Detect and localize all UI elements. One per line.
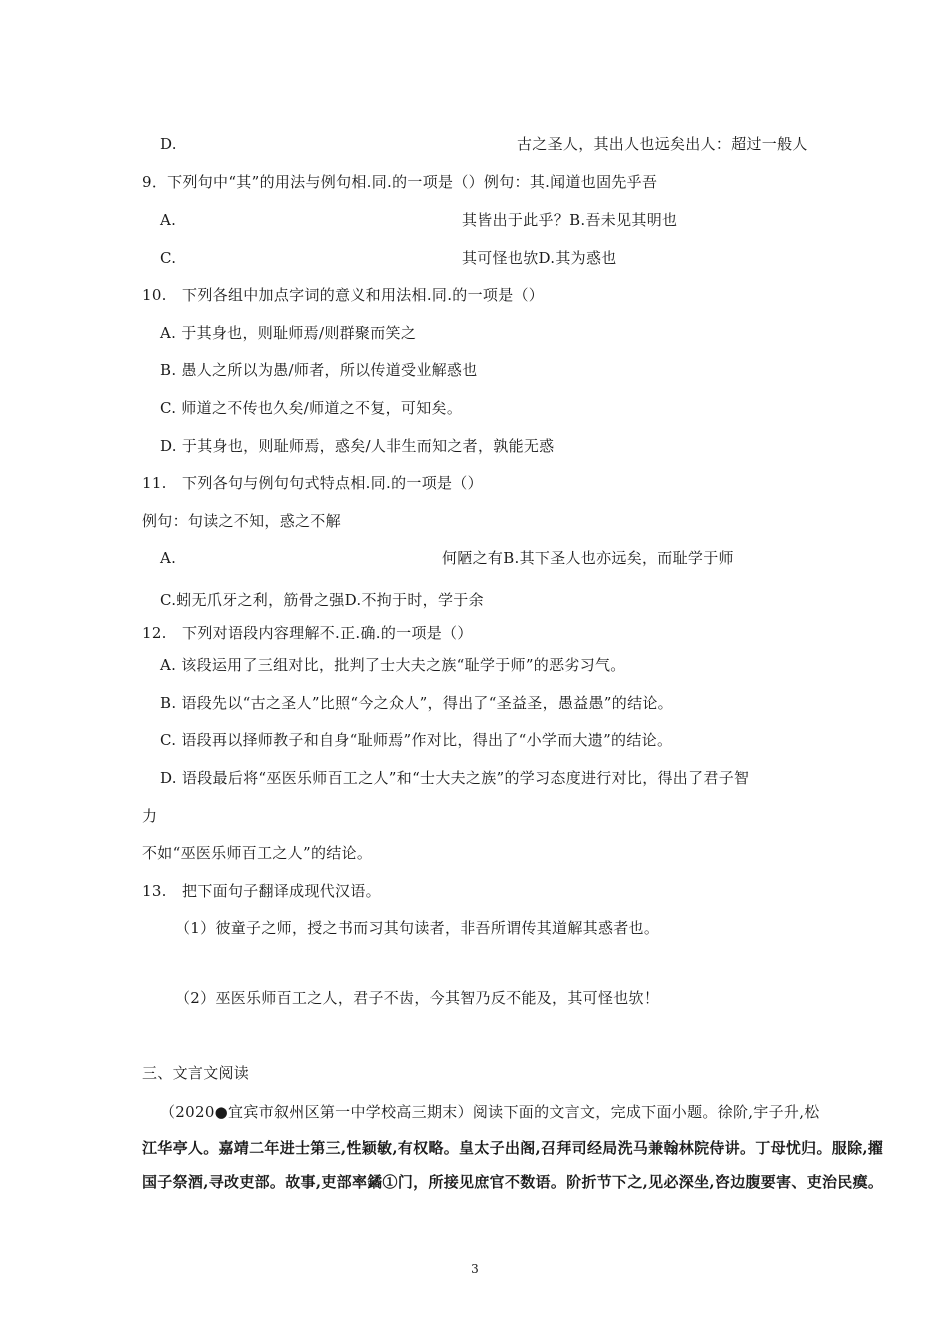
q9-option-c-label: C. (160, 249, 177, 267)
q11-stem: 11. 下列各句与例句句式特点相.同.的一项是（） (142, 474, 483, 492)
q12-stem: 12. 下列对语段内容理解不.正.确.的一项是（） (142, 624, 473, 642)
q12-option-b: B. 语段先以“古之圣人”比照“今之众人”，得出了“圣益圣，愚益愚”的结论。 (160, 694, 673, 712)
q9-option-a-text: 其皆出于此乎？B.吾未见其明也 (462, 211, 678, 229)
section-3-title: 三、文言文阅读 (142, 1064, 250, 1082)
q9-stem: 9．下列句中“其”的用法与例句相.同.的一项是（）例句：其.闻道也固先乎吾 (142, 173, 658, 191)
q12-option-d-line2: 力 (142, 807, 158, 825)
q11-option-a-text: 何陋之有B.其下圣人也亦远矣，而耻学于师 (442, 549, 734, 567)
q11-example: 例句：句读之不知，惑之不解 (142, 512, 341, 530)
q9-option-a-label: A. (160, 211, 177, 229)
q12-option-a: A. 该段运用了三组对比，批判了士大夫之族“耻学于师”的恶劣习气。 (160, 656, 626, 674)
q9-option-c-text: 其可怪也欤D.其为惑也 (462, 249, 617, 267)
q10-option-b: B. 愚人之所以为愚/师者，所以传道受业解惑也 (160, 361, 478, 379)
q8-option-d-text: 古之圣人，其出人也远矣出人：超过一般人 (517, 135, 808, 153)
q13-sentence-1: （1）彼童子之师，授之书而习其句读者，非吾所谓传其道解其惑者也。 (175, 919, 660, 937)
q10-option-a: A. 于其身也，则耻师焉/则群聚而笑之 (160, 324, 417, 342)
q8-option-d-label: D. (160, 135, 177, 153)
q11-option-a-label: A. (160, 549, 177, 567)
passage-line-1: （2020●宜宾市叙州区第一中学校高三期末）阅读下面的文言文，完成下面小题。徐阶,宇子升,松 (160, 1103, 820, 1121)
q11-option-c: C.蚓无爪牙之利，筋骨之强D.不拘于时，学于余 (160, 591, 484, 609)
q10-stem: 10. 下列各组中加点字词的意义和用法相.同.的一项是（） (142, 286, 545, 304)
q10-option-c: C. 师道之不传也久矣/师道之不复，可知矣。 (160, 399, 463, 417)
q12-option-d-line1: D. 语段最后将“巫医乐师百工之人”和“士大夫之族”的学习态度进行对比，得出了君子智 (160, 769, 750, 787)
q10-option-d: D. 于其身也，则耻师焉，惑矣/人非生而知之者，孰能无惑 (160, 437, 555, 455)
q12-option-d-line3: 不如“巫医乐师百工之人”的结论。 (142, 844, 373, 862)
q12-option-c: C. 语段再以择师教子和自身“耻师焉”作对比，得出了“小学而大遗”的结论。 (160, 731, 673, 749)
passage-line-3: 国子祭酒,寻改吏部。故事,吏部率鐍①门，所接见庶官不数语。阶折节下之,见必深坐,咨边腹要害、吏治民瘼。 (142, 1173, 884, 1191)
q13-stem: 13. 把下面句子翻译成现代汉语。 (142, 882, 381, 900)
page-number: 3 (471, 1262, 479, 1276)
q13-sentence-2: （2）巫医乐师百工之人，君子不齿，今其智乃反不能及，其可怪也欤！ (175, 989, 660, 1007)
passage-line-2: 江华亭人。嘉靖二年进士第三,性颖敏,有权略。皇太子出阁,召拜司经局洗马兼翰林院侍讲。丁母忧归。服除,擢 (142, 1139, 884, 1157)
